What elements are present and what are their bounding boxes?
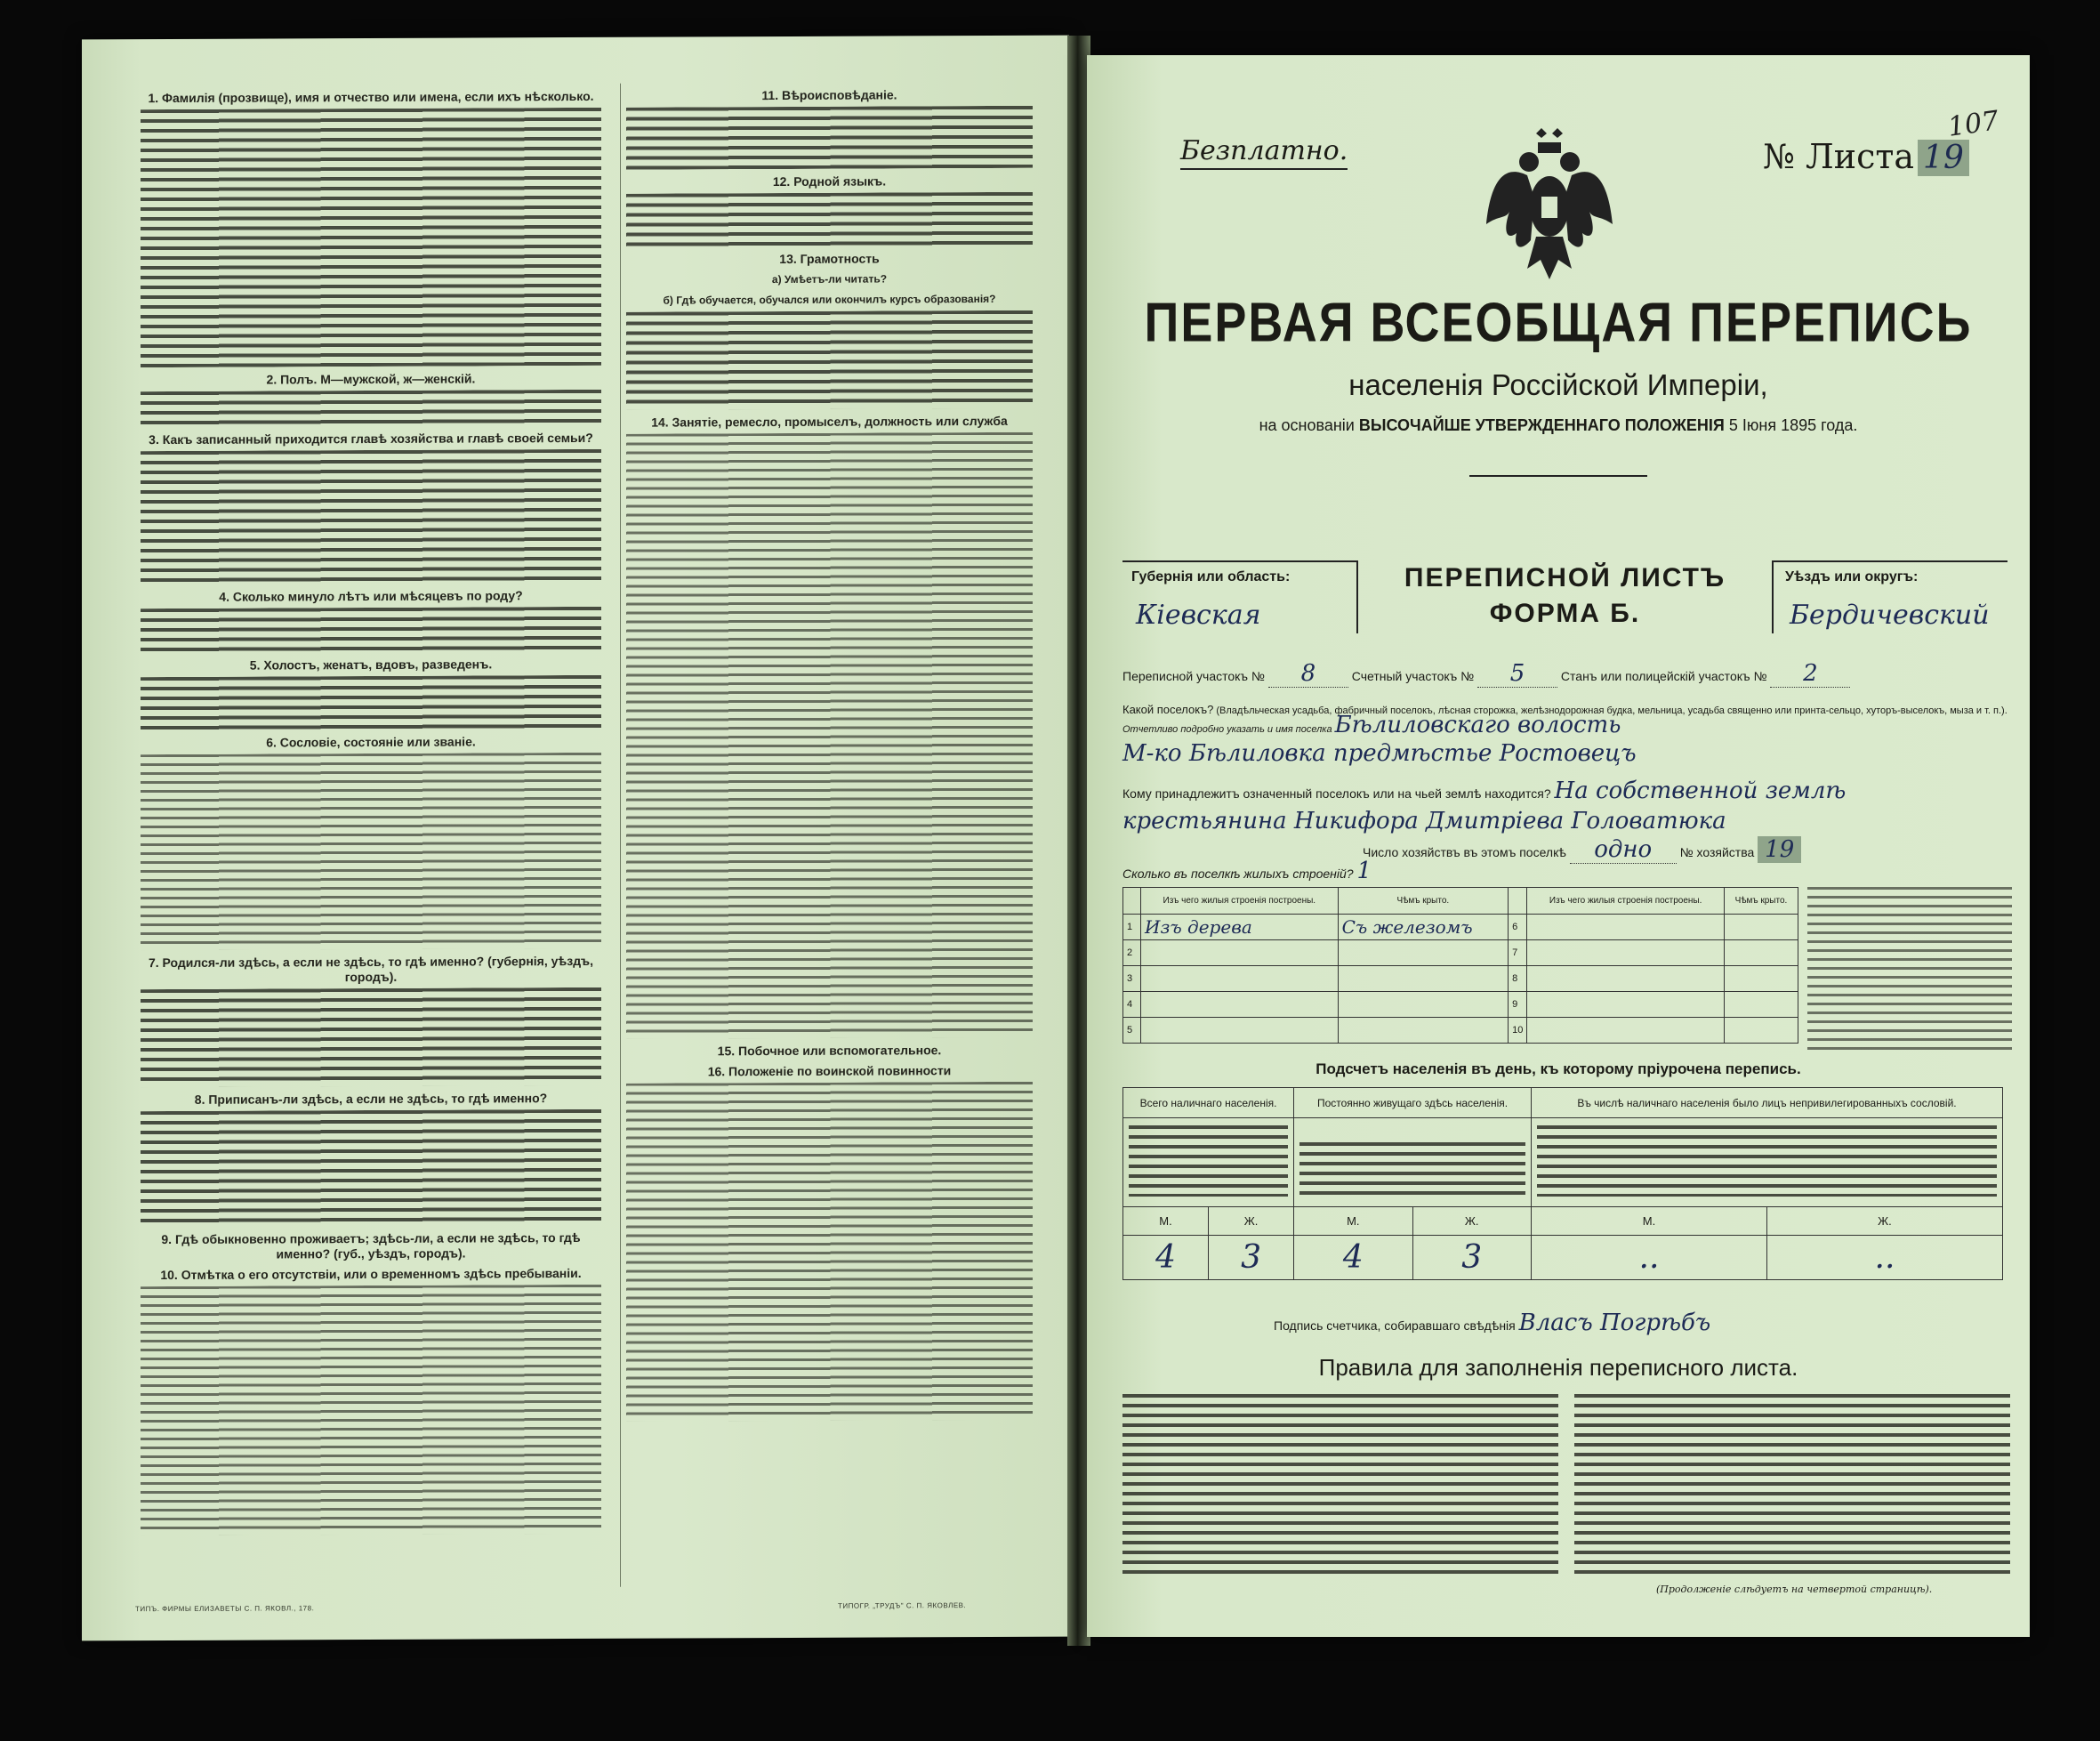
table-row: 1 Изъ дерева Съ железомъ 6 [1123, 915, 1798, 940]
gubernia-value: Кіевская [1136, 600, 1261, 631]
double-headed-eagle-emblem [1483, 126, 1616, 286]
instr-text [141, 675, 601, 730]
settlement-hint-2: Отчетливо подробно указать и имя поселка [1122, 724, 1332, 735]
buildings-label: Сколько въ поселкѣ жилыхъ строеній? [1122, 866, 1354, 881]
basis-prefix: на основаніи [1259, 416, 1355, 434]
instr-heading-12: 12. Родной языкъ. [772, 173, 887, 189]
table-row [1123, 1118, 2003, 1207]
instr-text [626, 106, 1033, 170]
column-header: Изъ чего жилыя строенія построены. [1527, 888, 1725, 915]
instr-heading-6: 6. Сословіе, состояніе или званіе. [266, 734, 476, 750]
basis-emphasis: ВЫСОЧАЙШЕ УТВЕРЖДЕННАГО ПОЛОЖЕНІЯ [1358, 416, 1725, 434]
instr-heading-13b: б) Гдѣ обучается, обучался или окончилъ курсъ образованія? [663, 292, 996, 307]
population-count-title: Подсчетъ населенія въ день, къ которому пріурочена перепись. [1316, 1060, 1801, 1077]
column-header: Чѣмъ крыто. [1338, 888, 1508, 915]
household-no-label: № хозяйства [1679, 845, 1755, 859]
continuation-note: (Продолженіе слѣдуетъ на четвертой страницѣ). [1656, 1584, 1933, 1595]
buildings-row [1122, 858, 2012, 884]
instr-text [141, 1285, 601, 1535]
column-header: Изъ чего жилыя строенія построены. [1141, 888, 1339, 915]
settlement-label: Какой поселокъ? [1122, 703, 1214, 716]
settlement-value-1: Бѣлиловскаго волость [1334, 712, 1621, 738]
table-row: 2 7 [1123, 940, 1798, 966]
households-label: Число хозяйствъ въ этомъ поселкѣ [1363, 845, 1566, 859]
instr-heading-1: 1. Фамилія (прозвище), имя и отчество или имена, если ихъ нѣсколько. [148, 88, 594, 106]
form-type-line2: ФОРМА Б. [1489, 599, 1641, 628]
instr-text [626, 432, 1033, 1039]
settlement-row [1122, 703, 2012, 737]
nonprivileged-female: .. [1766, 1236, 2002, 1280]
instr-text [626, 310, 1033, 410]
resident-female: 3 [1412, 1236, 1531, 1280]
census-district-value: 8 [1268, 660, 1348, 688]
nonprivileged-male: .. [1531, 1236, 1766, 1280]
instr-text [141, 607, 601, 653]
table-row: 5 10 [1123, 1018, 1798, 1044]
instr-text [141, 108, 601, 367]
instr-text [626, 192, 1033, 247]
owner-value-2: крестьянина Никифора Дмитріева Головатюка [1122, 808, 1726, 834]
instr-text [141, 987, 601, 1087]
household-no-value: 19 [1758, 836, 1801, 863]
settlement-value-2: М-ко Бѣлиловка предмѣстье Ростовецъ [1122, 740, 1637, 767]
settlement-row-2 [1122, 740, 2012, 767]
buildings-note [1807, 887, 2012, 1052]
table-row: 3 8 [1123, 966, 1798, 992]
police-district-label: Станъ или полицейскій участокъ № [1560, 669, 1767, 683]
column-header: Въ числѣ наличнаго населенія было лицъ непривилегированныхъ сословій. [1531, 1088, 2002, 1118]
right-page-census-form [1087, 55, 2030, 1637]
police-district-value: 2 [1770, 660, 1850, 688]
instructions-column-1 [135, 84, 607, 1589]
settlement-hint: (Владѣльческая усадьба, фабричный поселокъ, лѣсная сторожка, желѣзнодорожная будка, мельница, усадьба священно или принта-сельцо, хуторъ-выселокъ, мыза и т. п.). [1216, 705, 2007, 716]
buildings-value: 1 [1356, 858, 1372, 884]
sheet-number-label: № Листа [1763, 137, 1915, 176]
buildings-table [1122, 887, 1798, 1044]
instr-text [141, 753, 601, 950]
basis-date: 5 Іюня 1895 года. [1728, 416, 1858, 434]
instr-heading-2: 2. Полъ. М—мужской, ж—женскій. [266, 371, 476, 387]
table-row: М. Ж. М. Ж. М. Ж. [1123, 1207, 2003, 1236]
instr-text [141, 1109, 601, 1227]
sheet-number-value: 19 [1918, 140, 1969, 176]
uezd-value: Бердичевский [1790, 600, 1990, 631]
instr-heading-9: 9. Гдѣ обыкновенно проживаетъ; здѣсь-ли, а если не здѣсь, то гдѣ именно? (губ., уѣздъ, городъ). [161, 1229, 581, 1261]
form-basis [1087, 416, 2030, 435]
instr-heading-15: 15. Побочное или вспомогательное. [717, 1043, 942, 1059]
owner-label: Кому принадлежитъ означенный поселокъ или на чьей землѣ находится? [1122, 786, 1551, 801]
owner-value-1: На собственной землѣ [1554, 778, 1847, 804]
instr-text [141, 390, 601, 427]
count-district-value: 5 [1477, 660, 1557, 688]
column-header: Чѣмъ крыто. [1724, 888, 1798, 915]
archive-page-number: 107 [1945, 105, 2001, 143]
table-header-row [1123, 1088, 2003, 1118]
instr-heading-8: 8. Приписанъ-ли здѣсь, а если не здѣсь, то гдѣ именно? [194, 1091, 548, 1107]
households-value: одно [1570, 836, 1677, 864]
instructions-column-2 [620, 82, 1038, 1587]
table-row [1123, 1236, 2003, 1280]
table-row: 4 9 [1123, 992, 1798, 1018]
instr-heading-16: 16. Положеніе по воинской повинности [707, 1063, 952, 1079]
divider [1469, 475, 1647, 477]
signature-row [1274, 1310, 1710, 1336]
instr-heading-13a: а) Умѣетъ-ли читать? [771, 272, 888, 286]
instr-heading-5: 5. Холостъ, женатъ, вдовъ, разведенъ. [249, 657, 493, 673]
instr-heading-13: 13. Грамотность [779, 251, 880, 266]
column-header: Всего наличнаго населенія. [1123, 1088, 1294, 1118]
form-title: ПЕРВАЯ ВСЕОБЩАЯ ПЕРЕПИСЬ [1144, 292, 1973, 354]
form-type [1358, 560, 1772, 632]
population-table [1122, 1087, 2003, 1280]
form-type-line1: ПЕРЕПИСНОЙ ЛИСТЪ [1404, 563, 1726, 592]
instr-text [626, 1082, 1033, 1422]
eagle-icon [1483, 126, 1616, 286]
column-header: Постоянно живущаго здѣсь населенія. [1294, 1088, 1532, 1118]
total-male: 4 [1123, 1236, 1209, 1280]
instr-heading-14: 14. Занятіе, ремесло, промыселъ, должность или служба [651, 413, 1008, 430]
left-page-instructions [82, 36, 1069, 1641]
total-female: 3 [1209, 1236, 1294, 1280]
census-district-label: Переписной участокъ № [1122, 669, 1265, 683]
form-subtitle: населенія Россійской Имперіи, [1348, 368, 1768, 401]
free-label: Безплатно. [1180, 135, 1348, 170]
table-header-row [1123, 888, 1798, 915]
sheet-number [1763, 137, 1969, 176]
instr-text [141, 449, 601, 584]
rules-text-column-1 [1122, 1394, 1558, 1576]
signature-value: Власъ Погрѣбъ [1518, 1310, 1711, 1336]
instr-heading-7: 7. Родился-ли здѣсь, а если не здѣсь, то гдѣ именно? (губернія, уѣздъ, городъ). [148, 953, 594, 985]
owner-row [1122, 778, 2012, 804]
signature-label: Подпись счетчика, собиравшаго свѣдѣнія [1274, 1318, 1516, 1333]
resident-male: 4 [1294, 1236, 1412, 1280]
instr-heading-10: 10. Отмѣтка о его отсутствіи, или о временномъ здѣсь пребываніи. [160, 1265, 582, 1283]
instr-heading-11: 11. Вѣроисповѣданіе. [761, 87, 897, 103]
districts-row [1122, 660, 2012, 688]
instr-heading-4: 4. Сколько минуло лѣтъ или мѣсяцевъ по роду? [219, 588, 523, 604]
owner-row-2 [1122, 808, 2012, 834]
gubernia-label: Губернія или область: [1131, 569, 1291, 584]
printer-footer-left: ТИПЪ. ФИРМЫ ЕЛИЗАВЕТЫ С. П. ЯКОВЛ., 178. [135, 1604, 315, 1614]
instr-heading-3: 3. Какъ записанный приходится главѣ хозяйства и главѣ своей семьи? [149, 430, 593, 447]
printer-footer-right: ТИПОГР. „ТРУДЪ" С. П. ЯКОВЛЕВ. [838, 1601, 967, 1610]
uezd-label: Уѣздъ или округъ: [1785, 569, 1919, 584]
rules-text-column-2 [1574, 1394, 2010, 1576]
rules-title: Правила для заполненія переписного листа. [1318, 1354, 1798, 1381]
count-district-label: Счетный участокъ № [1351, 669, 1475, 683]
